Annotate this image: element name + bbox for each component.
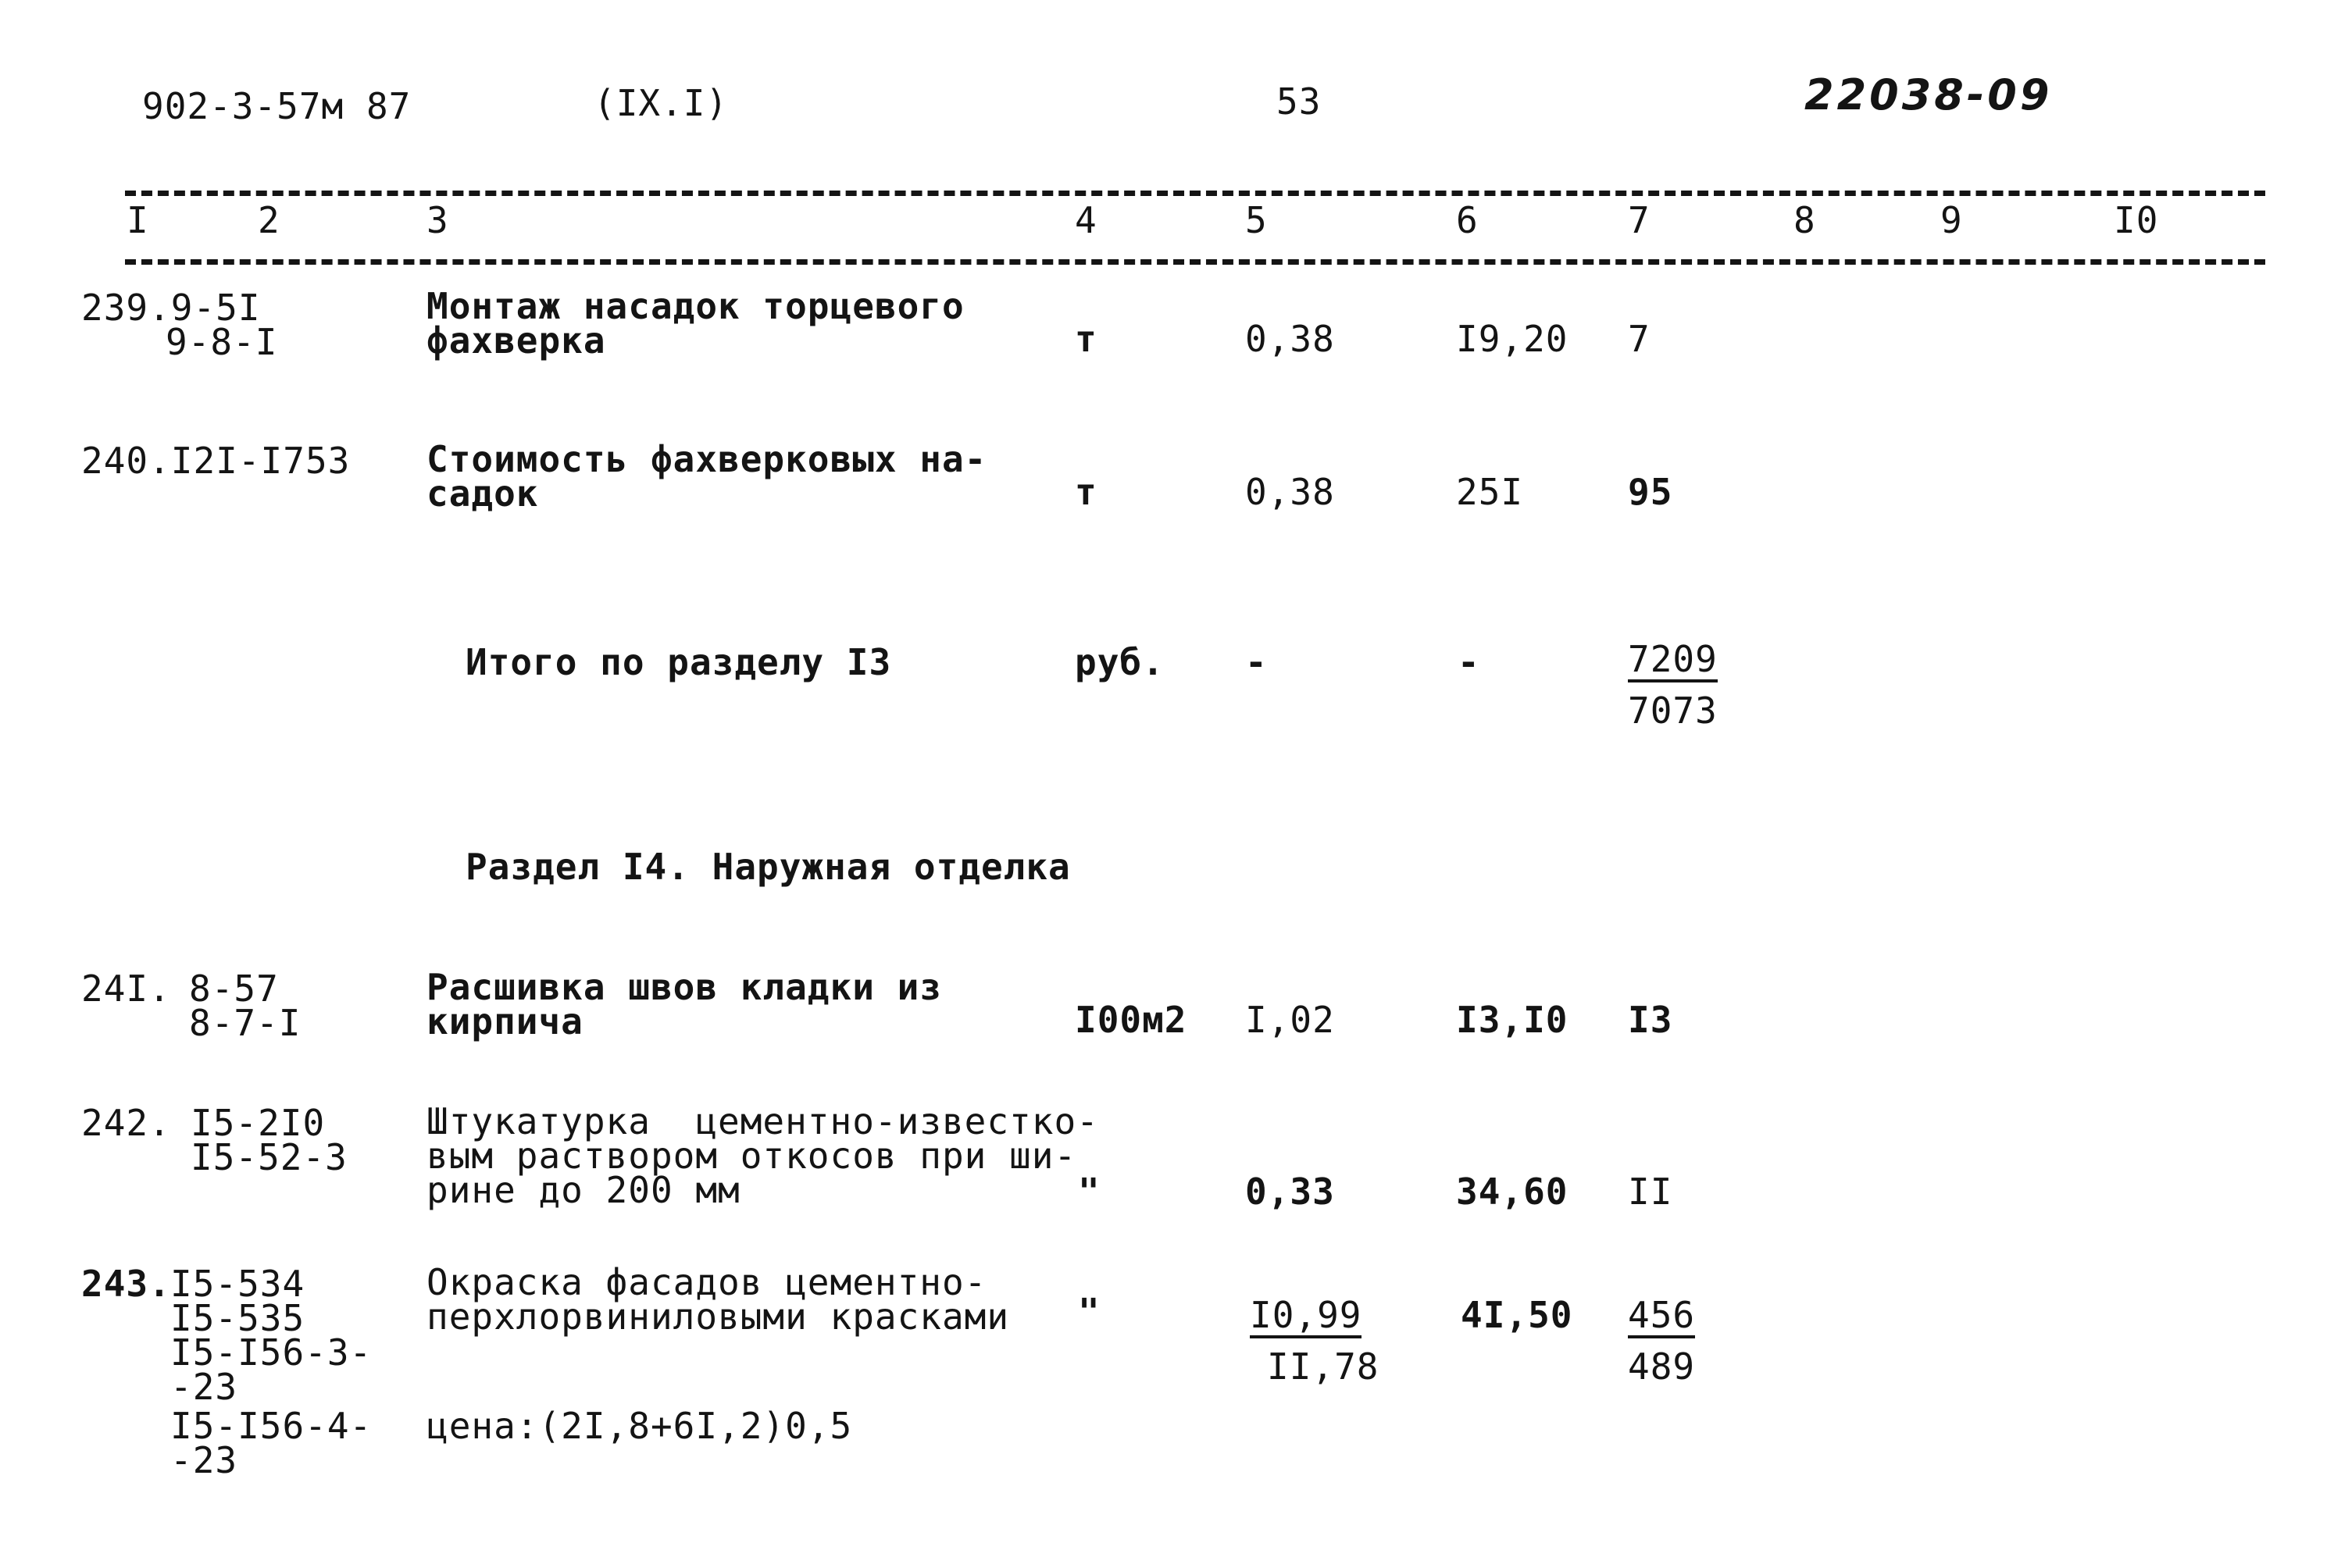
row-243-total-numerator: 456	[1628, 1296, 1695, 1338]
row-242-name-1: Штукатурка цементно-известко-	[426, 1100, 1099, 1142]
stamp-number: 22038-09	[1804, 70, 2053, 119]
row-242-unit: "	[1078, 1171, 1101, 1213]
row-243-name-1: Окраска фасадов цементно-	[426, 1261, 987, 1303]
row-243-code-4: -23	[170, 1366, 238, 1408]
row-241-qty: I,02	[1245, 999, 1335, 1041]
row-241-total: I3	[1628, 999, 1673, 1041]
col-6: 6	[1456, 199, 1479, 241]
row-242-code-1: I5-2I0	[191, 1102, 326, 1144]
col-4: 4	[1075, 199, 1097, 241]
header-rule-bottom	[125, 259, 2265, 265]
col-2: 2	[258, 199, 280, 241]
col-10: I0	[2114, 199, 2159, 241]
row-241-name-1: Расшивка швов кладки из	[426, 966, 942, 1008]
row-239-unit: т	[1075, 318, 1097, 360]
row-240-num: 240.I2I-I753	[81, 440, 351, 482]
subtotal-total-numerator: 7209	[1628, 640, 1718, 682]
section-ref: (IX.I)	[594, 82, 729, 124]
row-243-code-1: I5-534	[170, 1263, 305, 1305]
col-9: 9	[1940, 199, 1963, 241]
subtotal-qty: -	[1245, 641, 1268, 683]
row-242-num: 242.	[81, 1102, 171, 1144]
subtotal-total-denominator: 7073	[1628, 690, 1718, 732]
row-243-code-3: I5-I56-3-	[170, 1331, 373, 1374]
row-240-name-2: садок	[426, 472, 539, 515]
row-239-num: 239.9-5I	[81, 287, 261, 329]
row-243-total-denominator: 489	[1628, 1345, 1696, 1388]
row-241-unit: I00м2	[1075, 999, 1187, 1041]
row-243-price: 4I,50	[1461, 1294, 1573, 1336]
row-243-qty-numerator: I0,99	[1250, 1296, 1362, 1338]
row-240-name-1: Стоимость фахверковых на-	[426, 438, 987, 480]
row-239-price: I9,20	[1456, 318, 1568, 360]
row-239-code: 9-8-I	[166, 321, 278, 363]
row-240-unit: т	[1075, 471, 1097, 513]
row-241-num: 24I.	[81, 968, 171, 1010]
row-243-code-5: I5-I56-4-	[170, 1405, 373, 1447]
row-239-qty: 0,38	[1245, 318, 1335, 360]
row-243-num: 243.	[81, 1263, 171, 1305]
row-243-name-2: перхлорвиниловыми красками	[426, 1295, 1010, 1338]
header-rule-top	[125, 191, 2265, 196]
section-14-title: Раздел I4. Наружная отделка	[466, 846, 1071, 888]
row-241-name-2: кирпича	[426, 1000, 584, 1042]
row-242-price: 34,60	[1456, 1171, 1568, 1213]
col-7: 7	[1628, 199, 1651, 241]
row-242-name-3: рине до 200 мм	[426, 1169, 741, 1211]
row-240-price: 25I	[1456, 471, 1524, 513]
row-243-code-2: I5-535	[170, 1297, 305, 1339]
row-241-code-1: 8-57	[189, 968, 279, 1010]
row-242-qty: 0,33	[1245, 1171, 1335, 1213]
row-239-name-1: Монтаж насадок торцевого	[426, 285, 965, 327]
subtotal-price: -	[1458, 641, 1480, 683]
col-8: 8	[1793, 199, 1816, 241]
row-241-code-2: 8-7-I	[189, 1002, 302, 1044]
row-241-price: I3,I0	[1456, 999, 1568, 1041]
row-239-total: 7	[1628, 318, 1651, 360]
row-243-price-note: цена:(2I,8+6I,2)0,5	[426, 1405, 853, 1447]
row-243-unit: "	[1078, 1291, 1101, 1333]
row-239-name-2: фахверка	[426, 319, 606, 362]
subtotal-unit: руб.	[1075, 641, 1165, 683]
row-240-qty: 0,38	[1245, 471, 1335, 513]
page-number: 53	[1276, 80, 1322, 123]
doc-code: 902-3-57м 87	[142, 85, 412, 127]
col-3: 3	[426, 199, 449, 241]
row-242-code-2: I5-52-3	[191, 1136, 348, 1178]
row-242-total: II	[1628, 1171, 1673, 1213]
row-242-name-2: вым раствором откосов при ши-	[426, 1135, 1077, 1177]
subtotal-label: Итого по разделу I3	[466, 641, 892, 683]
row-240-total: 95	[1628, 471, 1673, 513]
col-1: I	[127, 199, 149, 241]
col-5: 5	[1245, 199, 1268, 241]
row-243-code-6: -23	[170, 1439, 238, 1481]
row-243-qty-denominator: II,78	[1267, 1345, 1379, 1388]
